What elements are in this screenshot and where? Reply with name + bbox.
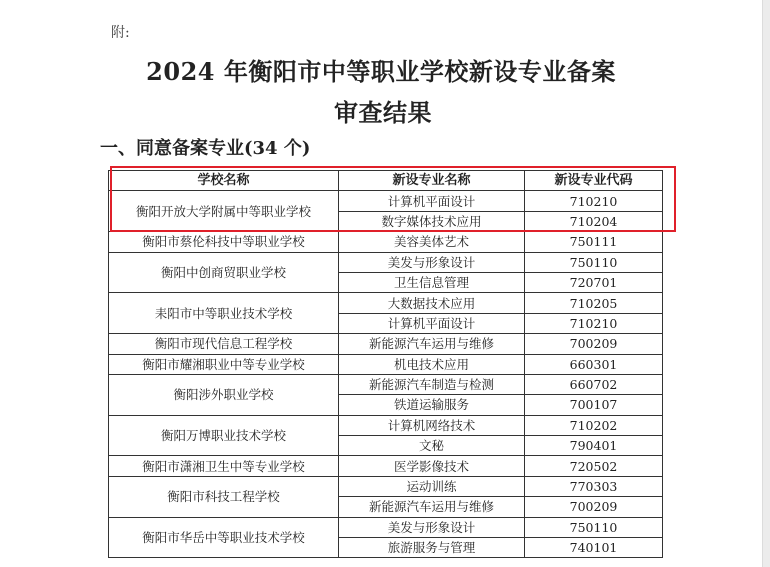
table-row [109, 456, 663, 476]
major-code-cell: 740101 [525, 538, 663, 558]
major-name-cell: 医学影像技术 [339, 456, 525, 476]
registration-table [108, 170, 663, 558]
major-code-cell: 720502 [525, 456, 663, 476]
header-school-name: 学校名称 [109, 171, 339, 191]
major-name-cell: 计算机网络技术 [339, 415, 525, 435]
major-code-cell: 710204 [525, 211, 663, 231]
school-name-cell: 衡阳开放大学附属中等职业学校 [109, 191, 339, 232]
attachment-label: 附: [111, 25, 130, 41]
table-row [109, 252, 663, 272]
school-name-cell: 衡阳市潇湘卫生中等专业学校 [109, 456, 339, 476]
school-name-cell: 衡阳市耀湘职业中等专业学校 [109, 354, 339, 374]
school-name-cell: 耒阳市中等职业技术学校 [109, 293, 339, 334]
major-code-cell: 790401 [525, 436, 663, 456]
table-row [109, 517, 663, 537]
table-row [109, 374, 663, 394]
major-name-cell: 计算机平面设计 [339, 313, 525, 333]
major-code-cell: 660702 [525, 374, 663, 394]
school-name-cell: 衡阳中创商贸职业学校 [109, 252, 339, 293]
document-title-line-2: 审查结果 [334, 98, 432, 127]
school-name-cell: 衡阳市现代信息工程学校 [109, 334, 339, 354]
table-row [109, 191, 663, 211]
major-name-cell: 旅游服务与管理 [339, 538, 525, 558]
major-name-cell: 新能源汽车运用与维修 [339, 334, 525, 354]
scrollbar[interactable] [763, 0, 770, 567]
major-name-cell: 运动训练 [339, 476, 525, 496]
school-name-cell: 衡阳市科技工程学校 [109, 476, 339, 517]
major-name-cell: 铁道运输服务 [339, 395, 525, 415]
major-code-cell: 700107 [525, 395, 663, 415]
table-row [109, 232, 663, 252]
major-name-cell: 新能源汽车运用与维修 [339, 497, 525, 517]
major-code-cell: 750110 [525, 517, 663, 537]
major-name-cell: 大数据技术应用 [339, 293, 525, 313]
header-major-code: 新设专业代码 [525, 171, 663, 191]
major-name-cell: 数字媒体技术应用 [339, 211, 525, 231]
major-code-cell: 710210 [525, 313, 663, 333]
table-row [109, 354, 663, 374]
document-title-line-1: 2024 年衡阳市中等职业学校新设专业备案 [146, 57, 616, 86]
major-code-cell: 750110 [525, 252, 663, 272]
major-code-cell: 700209 [525, 497, 663, 517]
major-name-cell: 美发与形象设计 [339, 252, 525, 272]
major-name-cell: 机电技术应用 [339, 354, 525, 374]
school-name-cell: 衡阳涉外职业学校 [109, 374, 339, 415]
major-name-cell: 美容美体艺术 [339, 232, 525, 252]
table-row [109, 293, 663, 313]
major-code-cell: 720701 [525, 272, 663, 292]
school-name-cell: 衡阳万博职业技术学校 [109, 415, 339, 456]
table-row [109, 415, 663, 435]
major-code-cell: 710205 [525, 293, 663, 313]
header-major-name: 新设专业名称 [339, 171, 525, 191]
major-name-cell: 文秘 [339, 436, 525, 456]
major-code-cell: 710202 [525, 415, 663, 435]
major-code-cell: 770303 [525, 476, 663, 496]
major-code-cell: 750111 [525, 232, 663, 252]
school-name-cell: 衡阳市蔡伦科技中等职业学校 [109, 232, 339, 252]
table-row [109, 334, 663, 354]
school-name-cell: 衡阳市华岳中等职业技术学校 [109, 517, 339, 558]
major-code-cell: 700209 [525, 334, 663, 354]
major-name-cell: 新能源汽车制造与检测 [339, 374, 525, 394]
major-code-cell: 710210 [525, 191, 663, 211]
major-name-cell: 卫生信息管理 [339, 272, 525, 292]
table-row [109, 476, 663, 496]
table-header-row [109, 171, 663, 191]
table-body [109, 191, 663, 558]
major-code-cell: 660301 [525, 354, 663, 374]
major-name-cell: 计算机平面设计 [339, 191, 525, 211]
major-name-cell: 美发与形象设计 [339, 517, 525, 537]
section-heading: 一、同意备案专业(34 个) [100, 138, 311, 159]
